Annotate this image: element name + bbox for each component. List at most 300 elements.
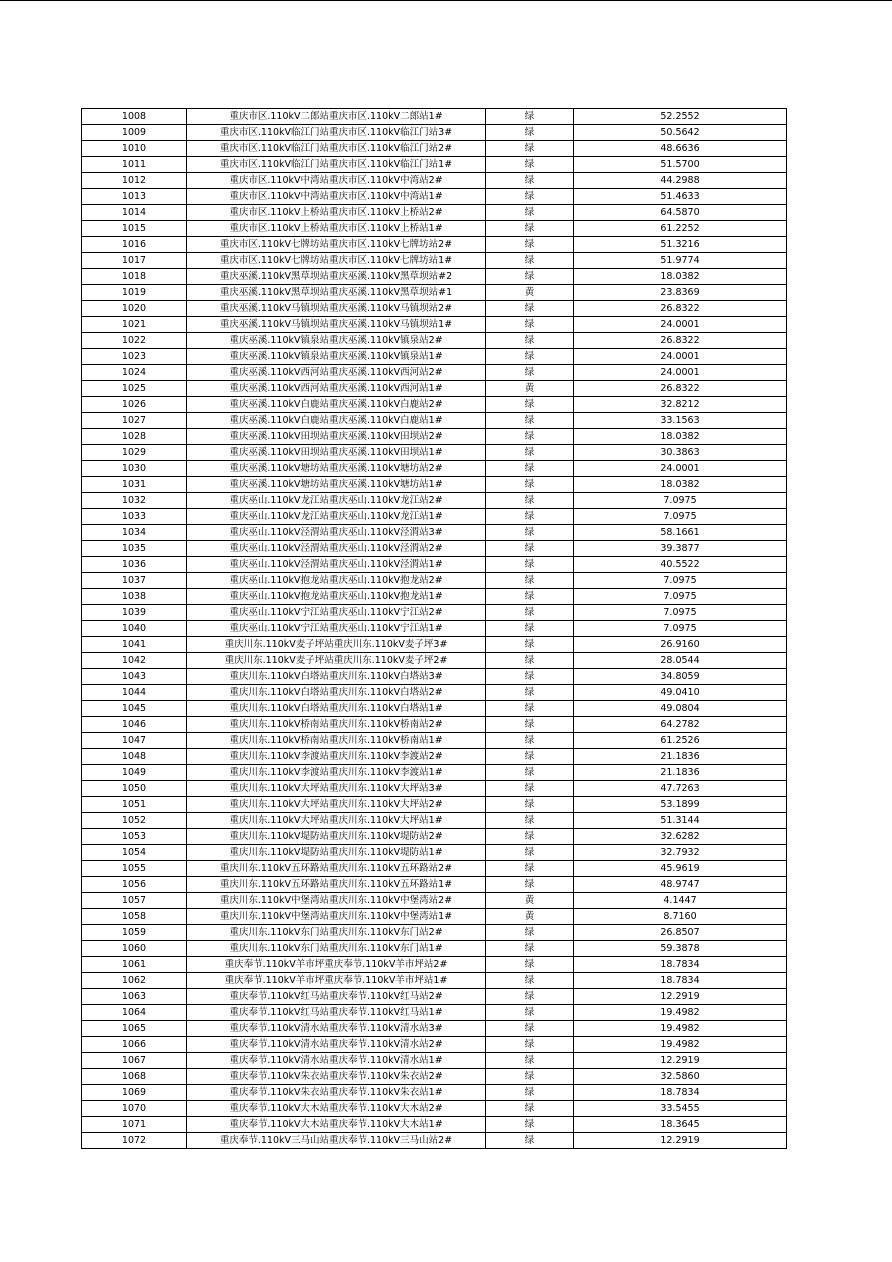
row-id-cell: 1031 <box>82 477 187 493</box>
status-cell: 绿 <box>486 141 574 157</box>
row-id-cell: 1026 <box>82 397 187 413</box>
status-cell: 绿 <box>486 813 574 829</box>
page-top-rule <box>0 0 887 1</box>
status-cell: 绿 <box>486 269 574 285</box>
value-cell: 7.0975 <box>574 621 787 637</box>
status-cell: 绿 <box>486 1133 574 1149</box>
row-id-cell: 1047 <box>82 733 187 749</box>
row-id-cell: 1014 <box>82 205 187 221</box>
value-cell: 51.3144 <box>574 813 787 829</box>
table-row <box>82 477 787 493</box>
substation-name-cell: 重庆巫溪.110kV白鹿站重庆巫溪.110kV白鹿站2# <box>187 397 486 413</box>
row-id-cell: 1008 <box>82 109 187 125</box>
row-id-cell: 1040 <box>82 621 187 637</box>
table-row <box>82 221 787 237</box>
table-row <box>82 861 787 877</box>
table-row <box>82 509 787 525</box>
status-cell: 绿 <box>486 237 574 253</box>
value-cell: 32.6282 <box>574 829 787 845</box>
status-cell: 绿 <box>486 333 574 349</box>
substation-name-cell: 重庆市区.110kV临江门站重庆市区.110kV临江门站2# <box>187 141 486 157</box>
substation-name-cell: 重庆巫山.110kV泾渭站重庆巫山.110kV泾渭站3# <box>187 525 486 541</box>
table-row <box>82 429 787 445</box>
value-cell: 32.8212 <box>574 397 787 413</box>
table-row <box>82 653 787 669</box>
value-cell: 51.3216 <box>574 237 787 253</box>
substation-name-cell: 重庆市区.110kV中湾站重庆市区.110kV中湾站2# <box>187 173 486 189</box>
substation-name-cell: 重庆奉节.110kV红马站重庆奉节.110kV红马站2# <box>187 989 486 1005</box>
status-cell: 绿 <box>486 397 574 413</box>
table-row <box>82 845 787 861</box>
value-cell: 44.2988 <box>574 173 787 189</box>
substation-name-cell: 重庆奉节.110kV红马站重庆奉节.110kV红马站1# <box>187 1005 486 1021</box>
table-row <box>82 925 787 941</box>
status-cell: 绿 <box>486 941 574 957</box>
value-cell: 19.4982 <box>574 1021 787 1037</box>
row-id-cell: 1058 <box>82 909 187 925</box>
status-cell: 绿 <box>486 989 574 1005</box>
row-id-cell: 1035 <box>82 541 187 557</box>
table-row <box>82 765 787 781</box>
row-id-cell: 1067 <box>82 1053 187 1069</box>
substation-name-cell: 重庆川东.110kV麦子坪站重庆川东.110kV麦子坪3# <box>187 637 486 653</box>
value-cell: 34.8059 <box>574 669 787 685</box>
substation-name-cell: 重庆巫溪.110kV白鹿站重庆巫溪.110kV白鹿站1# <box>187 413 486 429</box>
substation-name-cell: 重庆巫溪.110kV西河站重庆巫溪.110kV西河站2# <box>187 365 486 381</box>
table-row <box>82 1117 787 1133</box>
value-cell: 4.1447 <box>574 893 787 909</box>
status-cell: 绿 <box>486 653 574 669</box>
value-cell: 24.0001 <box>574 365 787 381</box>
substation-name-cell: 重庆市区.110kV临江门站重庆市区.110kV临江门站1# <box>187 157 486 173</box>
status-cell: 绿 <box>486 957 574 973</box>
value-cell: 33.1563 <box>574 413 787 429</box>
status-cell: 绿 <box>486 589 574 605</box>
status-cell: 绿 <box>486 637 574 653</box>
status-cell: 绿 <box>486 1053 574 1069</box>
substation-name-cell: 重庆奉节.110kV清水站重庆奉节.110kV清水站2# <box>187 1037 486 1053</box>
substation-name-cell: 重庆川东.110kV李渡站重庆川东.110kV李渡站1# <box>187 765 486 781</box>
status-cell: 绿 <box>486 605 574 621</box>
substation-name-cell: 重庆川东.110kV白塔站重庆川东.110kV白塔站3# <box>187 669 486 685</box>
table-row <box>82 893 787 909</box>
substation-name-cell: 重庆川东.110kV中堡湾站重庆川东.110kV中堡湾站2# <box>187 893 486 909</box>
table-row <box>82 285 787 301</box>
substation-name-cell: 重庆巫溪.110kV镇泉站重庆巫溪.110kV镇泉站2# <box>187 333 486 349</box>
table-row <box>82 173 787 189</box>
row-id-cell: 1049 <box>82 765 187 781</box>
row-id-cell: 1032 <box>82 493 187 509</box>
status-cell: 绿 <box>486 541 574 557</box>
value-cell: 61.2252 <box>574 221 787 237</box>
row-id-cell: 1013 <box>82 189 187 205</box>
row-id-cell: 1056 <box>82 877 187 893</box>
table-row <box>82 125 787 141</box>
substation-name-cell: 重庆市区.110kV七牌坊站重庆市区.110kV七牌坊站2# <box>187 237 486 253</box>
status-cell: 绿 <box>486 1021 574 1037</box>
table-row <box>82 541 787 557</box>
substation-name-cell: 重庆市区.110kV临江门站重庆市区.110kV临江门站3# <box>187 125 486 141</box>
status-cell: 绿 <box>486 765 574 781</box>
status-cell: 绿 <box>486 349 574 365</box>
status-cell: 绿 <box>486 669 574 685</box>
row-id-cell: 1060 <box>82 941 187 957</box>
row-id-cell: 1059 <box>82 925 187 941</box>
value-cell: 24.0001 <box>574 317 787 333</box>
substation-name-cell: 重庆巫溪.110kV黑草坝站重庆巫溪.110kV黑草坝站#2 <box>187 269 486 285</box>
substation-name-cell: 重庆川东.110kV堤防站重庆川东.110kV堤防站2# <box>187 829 486 845</box>
value-cell: 26.8322 <box>574 301 787 317</box>
status-cell: 绿 <box>486 701 574 717</box>
table-row <box>82 1085 787 1101</box>
substation-name-cell: 重庆巫溪.110kV黑草坝站重庆巫溪.110kV黑草坝站#1 <box>187 285 486 301</box>
status-cell: 绿 <box>486 109 574 125</box>
status-cell: 绿 <box>486 797 574 813</box>
status-cell: 绿 <box>486 205 574 221</box>
substation-name-cell: 重庆巫溪.110kV田坝站重庆巫溪.110kV田坝站1# <box>187 445 486 461</box>
status-cell: 绿 <box>486 557 574 573</box>
substation-name-cell: 重庆川东.110kV堤防站重庆川东.110kV堤防站1# <box>187 845 486 861</box>
substation-name-cell: 重庆巫溪.110kV西河站重庆巫溪.110kV西河站1# <box>187 381 486 397</box>
substation-name-cell: 重庆奉节.110kV羊市坪重庆奉节.110kV羊市坪站1# <box>187 973 486 989</box>
table-row <box>82 749 787 765</box>
value-cell: 19.4982 <box>574 1005 787 1021</box>
row-id-cell: 1010 <box>82 141 187 157</box>
table-row <box>82 733 787 749</box>
value-cell: 49.0410 <box>574 685 787 701</box>
value-cell: 18.0382 <box>574 269 787 285</box>
value-cell: 7.0975 <box>574 605 787 621</box>
table-row <box>82 445 787 461</box>
value-cell: 18.7834 <box>574 957 787 973</box>
status-cell: 绿 <box>486 125 574 141</box>
status-cell: 绿 <box>486 1037 574 1053</box>
row-id-cell: 1068 <box>82 1069 187 1085</box>
row-id-cell: 1041 <box>82 637 187 653</box>
status-cell: 绿 <box>486 829 574 845</box>
row-id-cell: 1048 <box>82 749 187 765</box>
value-cell: 18.7834 <box>574 973 787 989</box>
table-row <box>82 813 787 829</box>
table-body <box>82 109 787 1149</box>
status-cell: 绿 <box>486 317 574 333</box>
substation-name-cell: 重庆市区.110kV七牌坊站重庆市区.110kV七牌坊站1# <box>187 253 486 269</box>
substation-name-cell: 重庆奉节.110kV大木站重庆奉节.110kV大木站2# <box>187 1101 486 1117</box>
table-row <box>82 253 787 269</box>
value-cell: 30.3863 <box>574 445 787 461</box>
substation-name-cell: 重庆川东.110kV白塔站重庆川东.110kV白塔站1# <box>187 701 486 717</box>
status-cell: 绿 <box>486 477 574 493</box>
status-cell: 绿 <box>486 925 574 941</box>
value-cell: 12.2919 <box>574 989 787 1005</box>
status-cell: 绿 <box>486 461 574 477</box>
substation-name-cell: 重庆川东.110kV大坪站重庆川东.110kV大坪站3# <box>187 781 486 797</box>
table-row <box>82 317 787 333</box>
table-row <box>82 333 787 349</box>
status-cell: 绿 <box>486 733 574 749</box>
status-cell: 黄 <box>486 893 574 909</box>
row-id-cell: 1051 <box>82 797 187 813</box>
table-row <box>82 205 787 221</box>
row-id-cell: 1016 <box>82 237 187 253</box>
table-row <box>82 397 787 413</box>
status-cell: 绿 <box>486 1085 574 1101</box>
value-cell: 59.3878 <box>574 941 787 957</box>
substation-name-cell: 重庆川东.110kV白塔站重庆川东.110kV白塔站2# <box>187 685 486 701</box>
value-cell: 26.9160 <box>574 637 787 653</box>
value-cell: 61.2526 <box>574 733 787 749</box>
table-row <box>82 957 787 973</box>
status-cell: 绿 <box>486 157 574 173</box>
substation-name-cell: 重庆市区.110kV上桥站重庆市区.110kV上桥站2# <box>187 205 486 221</box>
row-id-cell: 1061 <box>82 957 187 973</box>
status-cell: 绿 <box>486 685 574 701</box>
status-cell: 绿 <box>486 173 574 189</box>
value-cell: 45.9619 <box>574 861 787 877</box>
status-cell: 绿 <box>486 1005 574 1021</box>
table-row <box>82 525 787 541</box>
row-id-cell: 1046 <box>82 717 187 733</box>
table-row <box>82 589 787 605</box>
table-row <box>82 1133 787 1149</box>
table-row <box>82 717 787 733</box>
value-cell: 12.2919 <box>574 1133 787 1149</box>
value-cell: 7.0975 <box>574 573 787 589</box>
substation-name-cell: 重庆奉节.110kV清水站重庆奉节.110kV清水站3# <box>187 1021 486 1037</box>
status-cell: 黄 <box>486 381 574 397</box>
row-id-cell: 1034 <box>82 525 187 541</box>
status-cell: 绿 <box>486 365 574 381</box>
value-cell: 52.2552 <box>574 109 787 125</box>
substation-name-cell: 重庆川东.110kV大坪站重庆川东.110kV大坪站1# <box>187 813 486 829</box>
row-id-cell: 1055 <box>82 861 187 877</box>
substation-name-cell: 重庆川东.110kV桥南站重庆川东.110kV桥南站2# <box>187 717 486 733</box>
status-cell: 绿 <box>486 573 574 589</box>
status-cell: 绿 <box>486 429 574 445</box>
status-cell: 绿 <box>486 973 574 989</box>
row-id-cell: 1065 <box>82 1021 187 1037</box>
status-cell: 绿 <box>486 413 574 429</box>
row-id-cell: 1044 <box>82 685 187 701</box>
status-cell: 绿 <box>486 717 574 733</box>
status-cell: 绿 <box>486 301 574 317</box>
row-id-cell: 1070 <box>82 1101 187 1117</box>
table-row <box>82 301 787 317</box>
value-cell: 18.3645 <box>574 1117 787 1133</box>
row-id-cell: 1045 <box>82 701 187 717</box>
data-table <box>81 108 787 1149</box>
row-id-cell: 1052 <box>82 813 187 829</box>
value-cell: 58.1661 <box>574 525 787 541</box>
table-row <box>82 1005 787 1021</box>
value-cell: 23.8369 <box>574 285 787 301</box>
substation-name-cell: 重庆市区.110kV上桥站重庆市区.110kV上桥站1# <box>187 221 486 237</box>
table-row <box>82 141 787 157</box>
value-cell: 64.2782 <box>574 717 787 733</box>
value-cell: 21.1836 <box>574 749 787 765</box>
table-row <box>82 557 787 573</box>
value-cell: 51.4633 <box>574 189 787 205</box>
row-id-cell: 1019 <box>82 285 187 301</box>
row-id-cell: 1018 <box>82 269 187 285</box>
substation-name-cell: 重庆巫山.110kV宁江站重庆巫山.110kV宁江站1# <box>187 621 486 637</box>
substation-name-cell: 重庆奉节.110kV大木站重庆奉节.110kV大木站1# <box>187 1117 486 1133</box>
status-cell: 绿 <box>486 861 574 877</box>
status-cell: 绿 <box>486 221 574 237</box>
substation-name-cell: 重庆巫溪.110kV马镇坝站重庆巫溪.110kV马镇坝站2# <box>187 301 486 317</box>
substation-name-cell: 重庆巫溪.110kV田坝站重庆巫溪.110kV田坝站2# <box>187 429 486 445</box>
table-row <box>82 637 787 653</box>
row-id-cell: 1017 <box>82 253 187 269</box>
value-cell: 53.1899 <box>574 797 787 813</box>
substation-name-cell: 重庆川东.110kV桥南站重庆川东.110kV桥南站1# <box>187 733 486 749</box>
table-row <box>82 1021 787 1037</box>
value-cell: 26.8322 <box>574 333 787 349</box>
substation-name-cell: 重庆市区.110kV二郎站重庆市区.110kV二郎站1# <box>187 109 486 125</box>
value-cell: 51.5700 <box>574 157 787 173</box>
row-id-cell: 1063 <box>82 989 187 1005</box>
row-id-cell: 1038 <box>82 589 187 605</box>
value-cell: 18.0382 <box>574 429 787 445</box>
row-id-cell: 1039 <box>82 605 187 621</box>
value-cell: 7.0975 <box>574 509 787 525</box>
table-row <box>82 1069 787 1085</box>
table-row <box>82 365 787 381</box>
table-row <box>82 157 787 173</box>
value-cell: 32.5860 <box>574 1069 787 1085</box>
substation-name-cell: 重庆巫溪.110kV镇泉站重庆巫溪.110kV镇泉站1# <box>187 349 486 365</box>
substation-name-cell: 重庆巫溪.110kV塘坊站重庆巫溪.110kV塘坊站1# <box>187 477 486 493</box>
value-cell: 21.1836 <box>574 765 787 781</box>
substation-name-cell: 重庆奉节.110kV朱衣站重庆奉节.110kV朱衣站1# <box>187 1085 486 1101</box>
status-cell: 绿 <box>486 749 574 765</box>
table-row <box>82 109 787 125</box>
value-cell: 49.0804 <box>574 701 787 717</box>
row-id-cell: 1028 <box>82 429 187 445</box>
row-id-cell: 1020 <box>82 301 187 317</box>
row-id-cell: 1030 <box>82 461 187 477</box>
row-id-cell: 1069 <box>82 1085 187 1101</box>
table-row <box>82 493 787 509</box>
row-id-cell: 1029 <box>82 445 187 461</box>
table-row <box>82 237 787 253</box>
table-row <box>82 973 787 989</box>
substation-name-cell: 重庆巫山.110kV泾渭站重庆巫山.110kV泾渭站2# <box>187 541 486 557</box>
status-cell: 绿 <box>486 509 574 525</box>
row-id-cell: 1025 <box>82 381 187 397</box>
row-id-cell: 1027 <box>82 413 187 429</box>
table-row <box>82 797 787 813</box>
table-row <box>82 349 787 365</box>
value-cell: 47.7263 <box>574 781 787 797</box>
row-id-cell: 1053 <box>82 829 187 845</box>
substation-name-cell: 重庆川东.110kV东门站重庆川东.110kV东门站1# <box>187 941 486 957</box>
substation-name-cell: 重庆川东.110kV大坪站重庆川东.110kV大坪站2# <box>187 797 486 813</box>
value-cell: 7.0975 <box>574 589 787 605</box>
table-row <box>82 605 787 621</box>
table-row <box>82 1053 787 1069</box>
table-row <box>82 573 787 589</box>
status-cell: 绿 <box>486 781 574 797</box>
substation-name-cell: 重庆巫山.110kV龙江站重庆巫山.110kV龙江站2# <box>187 493 486 509</box>
table-row <box>82 1101 787 1117</box>
row-id-cell: 1066 <box>82 1037 187 1053</box>
value-cell: 64.5870 <box>574 205 787 221</box>
substation-name-cell: 重庆市区.110kV中湾站重庆市区.110kV中湾站1# <box>187 189 486 205</box>
row-id-cell: 1012 <box>82 173 187 189</box>
value-cell: 7.0975 <box>574 493 787 509</box>
table-row <box>82 829 787 845</box>
value-cell: 26.8322 <box>574 381 787 397</box>
row-id-cell: 1022 <box>82 333 187 349</box>
row-id-cell: 1050 <box>82 781 187 797</box>
table-row <box>82 621 787 637</box>
substation-name-cell: 重庆巫山.110kV泾渭站重庆巫山.110kV泾渭站1# <box>187 557 486 573</box>
row-id-cell: 1021 <box>82 317 187 333</box>
row-id-cell: 1071 <box>82 1117 187 1133</box>
value-cell: 48.6636 <box>574 141 787 157</box>
substation-name-cell: 重庆巫山.110kV宁江站重庆巫山.110kV宁江站2# <box>187 605 486 621</box>
substation-name-cell: 重庆巫溪.110kV马镇坝站重庆巫溪.110kV马镇坝站1# <box>187 317 486 333</box>
table-row <box>82 1037 787 1053</box>
value-cell: 40.5522 <box>574 557 787 573</box>
table-row <box>82 269 787 285</box>
value-cell: 24.0001 <box>574 349 787 365</box>
row-id-cell: 1024 <box>82 365 187 381</box>
substation-name-cell: 重庆巫山.110kV龙江站重庆巫山.110kV龙江站1# <box>187 509 486 525</box>
substation-name-cell: 重庆巫山.110kV抱龙站重庆巫山.110kV抱龙站2# <box>187 573 486 589</box>
substation-name-cell: 重庆奉节.110kV三马山站重庆奉节.110kV三马山站2# <box>187 1133 486 1149</box>
table-row <box>82 669 787 685</box>
substation-name-cell: 重庆川东.110kV中堡湾站重庆川东.110kV中堡湾站1# <box>187 909 486 925</box>
row-id-cell: 1033 <box>82 509 187 525</box>
value-cell: 8.7160 <box>574 909 787 925</box>
value-cell: 12.2919 <box>574 1053 787 1069</box>
substation-name-cell: 重庆川东.110kV五环路站重庆川东.110kV五环路站1# <box>187 877 486 893</box>
value-cell: 39.3877 <box>574 541 787 557</box>
substation-name-cell: 重庆川东.110kV李渡站重庆川东.110kV李渡站2# <box>187 749 486 765</box>
substation-name-cell: 重庆川东.110kV麦子坪站重庆川东.110kV麦子坪2# <box>187 653 486 669</box>
row-id-cell: 1072 <box>82 1133 187 1149</box>
status-cell: 绿 <box>486 1101 574 1117</box>
status-cell: 绿 <box>486 445 574 461</box>
row-id-cell: 1062 <box>82 973 187 989</box>
status-cell: 绿 <box>486 525 574 541</box>
substation-name-cell: 重庆巫山.110kV抱龙站重庆巫山.110kV抱龙站1# <box>187 589 486 605</box>
status-cell: 黄 <box>486 909 574 925</box>
table-row <box>82 877 787 893</box>
table-row <box>82 941 787 957</box>
value-cell: 28.0544 <box>574 653 787 669</box>
status-cell: 绿 <box>486 253 574 269</box>
page-top-rule-edge <box>887 0 892 1</box>
row-id-cell: 1064 <box>82 1005 187 1021</box>
value-cell: 50.5642 <box>574 125 787 141</box>
substation-name-cell: 重庆川东.110kV五环路站重庆川东.110kV五环路站2# <box>187 861 486 877</box>
row-id-cell: 1009 <box>82 125 187 141</box>
value-cell: 26.8507 <box>574 925 787 941</box>
status-cell: 绿 <box>486 1117 574 1133</box>
row-id-cell: 1043 <box>82 669 187 685</box>
row-id-cell: 1023 <box>82 349 187 365</box>
value-cell: 18.7834 <box>574 1085 787 1101</box>
table-row <box>82 701 787 717</box>
substation-name-cell: 重庆川东.110kV东门站重庆川东.110kV东门站2# <box>187 925 486 941</box>
row-id-cell: 1037 <box>82 573 187 589</box>
table-row <box>82 381 787 397</box>
substation-name-cell: 重庆奉节.110kV羊市坪重庆奉节.110kV羊市坪站2# <box>187 957 486 973</box>
status-cell: 绿 <box>486 1069 574 1085</box>
